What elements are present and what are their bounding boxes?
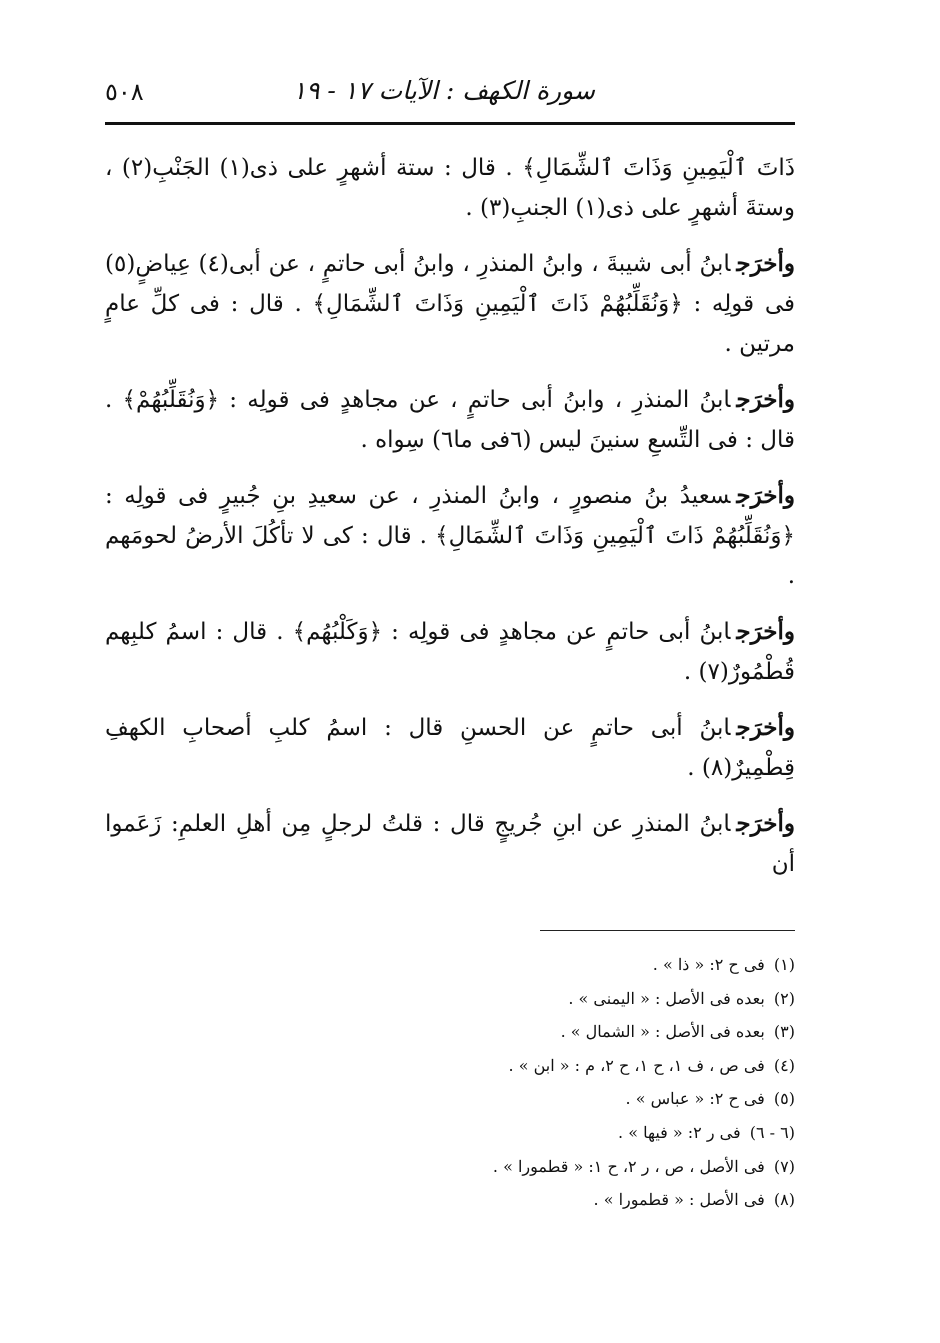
paragraph-lead: وأخرَج [736, 250, 795, 277]
paragraph-text: ذَاتَ ٱلْيَمِينِ وَذَاتَ ٱلشِّمَالِ﴾ . قال : ستة أشهرٍ على ذى(١) الجَنْبِ(٢) ، وستةَ أشهرٍ على ذى(١) الجنبِ(٣) . [105, 155, 795, 221]
footnote [235, 1015, 795, 1049]
footnote-text: فى ر ٢: « فيها » . [618, 1122, 741, 1142]
footnote-number: (٦ - ٦) [749, 1122, 795, 1142]
footnote-text: فى ص ، ف ١، ح ١، ح ٢، م : « ابن » . [508, 1055, 765, 1075]
footnote [235, 1082, 795, 1116]
running-head: سورة الكهف : الآيات ١٧ - ١٩ [292, 76, 595, 105]
footnote-number: (٤) [773, 1055, 795, 1075]
paragraph [105, 148, 795, 228]
footnote [235, 948, 795, 982]
footnote-number: (٥) [773, 1089, 795, 1109]
paragraph-lead: وأخرَج [736, 386, 795, 413]
main-text [105, 148, 795, 900]
footnote [235, 1116, 795, 1150]
paragraph-text: ابنُ المنذرِ عن ابنِ جُريجٍ قال : قلتُ لرجلٍ مِن أهلِ العلمِ: زَعَموا أن [105, 811, 795, 877]
paragraph [105, 804, 795, 884]
footnote-number: (١) [773, 955, 795, 974]
footnote-text: بعده فى الأصل : « اليمنى » . [568, 988, 765, 1008]
page-number: ٥٠٨ [105, 78, 144, 106]
footnotes [235, 948, 795, 1217]
header-rule [105, 122, 795, 125]
footnote-number: (٢) [773, 988, 795, 1008]
footnote [235, 1150, 795, 1184]
footnote-number: (٨) [773, 1190, 795, 1210]
paragraph [105, 476, 795, 596]
footnote-text: بعده فى الأصل : « الشمال » . [560, 1022, 765, 1042]
paragraph-lead: وأخرَج [736, 810, 795, 837]
paragraph [105, 708, 795, 788]
footnote [235, 1049, 795, 1083]
footnote-text: فى الأصل : « قطمورا » . [593, 1190, 765, 1210]
footnote-number: (٣) [773, 1022, 795, 1042]
paragraph-text: ابنُ أبى حاتمٍ عن الحسنِ قال : اسمُ كلبِ أصحابِ الكهفِ قِطْمِيرٌ(٨) . [105, 715, 795, 781]
footnote-rule [540, 930, 795, 931]
paragraph [105, 244, 795, 364]
paragraph-lead: وأخرَج [736, 618, 795, 645]
footnote [235, 982, 795, 1016]
paragraph-text: ابنُ المنذرِ ، وابنُ أبى حاتمٍ ، عن مجاهدٍ فى قولِه : ﴿وَنُقَلِّبُهُمْ﴾ . قال : فى التِّسعِ سنينَ ليس (٦فى ما٦) سِواه . [105, 387, 795, 453]
paragraph-text: سعيدُ بنُ منصورٍ ، وابنُ المنذرِ ، عن سعيدِ بنِ جُبيرٍ فى قولِه : ﴿وَنُقَلِّبُهُمْ ذَاتَ ٱلْيَمِينِ وَذَاتَ ٱلشِّمَالِ﴾ . قال : كى لا تأكُلَ الأرضُ لحومَهم . [105, 483, 795, 589]
paragraph-text: ابنُ أبى حاتمٍ عن مجاهدٍ فى قولِه : ﴿وَكَلْبُهُم﴾ . قال : اسمُ كلبِهم قُطْمُورٌ(٧) . [105, 619, 795, 685]
footnote [235, 1183, 795, 1217]
paragraph-text: ابنُ أبى شيبةَ ، وابنُ المنذرِ ، وابنُ أبى حاتمٍ ، عن أبى(٤) عِياضٍ(٥) فى قولِه : ﴿وَنُقَلِّبُهُمْ ذَاتَ ٱلْيَمِينِ وَذَاتَ ٱلشِّمَالِ﴾ . قال : فى كلِّ عامٍ مرتين . [105, 251, 795, 357]
paragraph-lead: وأخرَج [736, 714, 795, 741]
paragraph-lead: وأخرَج [736, 482, 795, 509]
paragraph [105, 612, 795, 692]
footnote-text: فى ح ٢: « عباس » . [625, 1089, 765, 1109]
footnote-text: فى الأصل ، ص ، ر ٢، ح ١: « قطمورا » . [492, 1156, 765, 1176]
paragraph [105, 380, 795, 460]
page-header [105, 72, 795, 116]
footnote-number: (٧) [773, 1156, 795, 1176]
footnote-text: فى ح ٢: « ذا » . [652, 955, 765, 974]
